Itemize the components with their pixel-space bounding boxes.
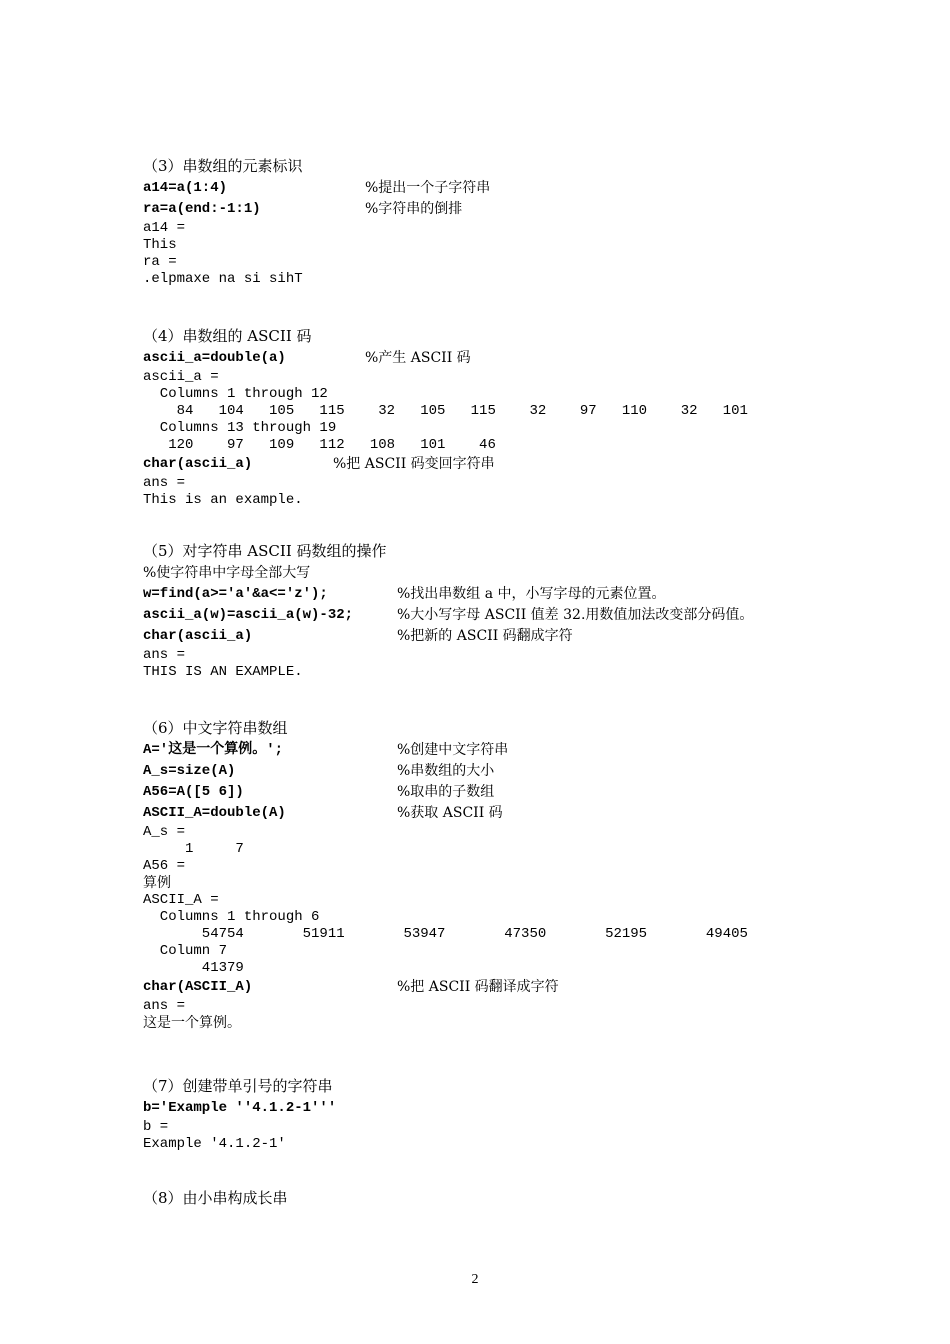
code-output-line [143, 909, 863, 926]
section-5 [143, 1076, 863, 1153]
output-text: a14 = [143, 220, 186, 236]
output-text: 41379 [143, 960, 244, 976]
output-text: A56 = [143, 858, 186, 874]
code-command: char(ascii_a) [143, 628, 253, 644]
code-comment: %把新的 ASCII 码翻成字符 [397, 628, 573, 644]
code-command: ascii_a=double(a) [143, 350, 286, 366]
output-text: A_s = [143, 824, 186, 840]
code-output-line [143, 875, 863, 892]
code-command: a14=a(1:4) [143, 180, 228, 196]
code-comment: %创建中文字符串 [397, 742, 509, 758]
code-command: ASCII_A=double(A) [143, 805, 286, 821]
output-text: 84 104 105 115 32 105 115 32 97 110 32 101 [143, 403, 748, 419]
code-output-line [143, 475, 863, 492]
output-text: ascii_a = [143, 369, 219, 385]
code-output-line [143, 858, 863, 875]
output-text: This is an example. [143, 492, 303, 508]
section-4 [143, 718, 863, 1032]
output-text: Column 7 [143, 943, 228, 959]
code-output-line [143, 960, 863, 977]
output-text: .elpmaxe na si sihT [143, 271, 303, 287]
code-comment: %找出串数组 a 中，小写字母的元素位置。 [397, 586, 666, 602]
code-command-line [143, 740, 863, 761]
section-heading: （3）串数组的元素标识 [143, 157, 303, 175]
code-command: char(ascii_a) [143, 456, 253, 472]
code-output-line [143, 369, 863, 386]
output-text: ans = [143, 647, 186, 663]
code-output-line [143, 492, 863, 509]
code-command-line [143, 605, 863, 626]
section-1 [143, 156, 863, 288]
code-comment: %字符串的倒排 [365, 201, 463, 217]
code-command: A_s=size(A) [143, 763, 236, 779]
code-comment: %把 ASCII 码翻译成字符 [397, 979, 559, 995]
code-comment: %大小写字母 ASCII 值差 32.用数值加法改变部分码值。 [397, 607, 754, 623]
code-comment: %取串的子数组 [397, 784, 495, 800]
code-command: ascii_a(w)=ascii_a(w)-32; [143, 607, 354, 623]
output-text: Columns 13 through 19 [143, 420, 337, 436]
output-text: ans = [143, 998, 186, 1014]
code-comment: %获取 ASCII 码 [397, 805, 503, 821]
section-heading: （5）对字符串 ASCII 码数组的操作 [143, 542, 387, 560]
page-number: 2 [471, 1272, 479, 1287]
section-heading: （4）串数组的 ASCII 码 [143, 327, 312, 345]
code-command-line [143, 348, 863, 369]
code-command-line [143, 1098, 863, 1119]
code-output-line [143, 437, 863, 454]
output-text: THIS IS AN EXAMPLE. [143, 664, 303, 680]
code-comment: %产生 ASCII 码 [365, 350, 471, 366]
code-command: w=find(a>='a'&a<='z'); [143, 586, 328, 602]
output-text: 1 7 [143, 841, 244, 857]
code-output-line [143, 386, 863, 403]
section-heading: （8）由小串构成长串 [143, 1189, 288, 1207]
code-output-line [143, 237, 863, 254]
output-text: Columns 1 through 6 [143, 909, 320, 925]
code-command-line [143, 626, 863, 647]
code-output-line [143, 403, 863, 420]
code-command: char(ASCII_A) [143, 979, 253, 995]
code-command-line [143, 563, 863, 584]
output-text: 这是一个算例。 [143, 1015, 241, 1031]
section-3 [143, 541, 863, 681]
code-output-line [143, 647, 863, 664]
code-output-line [143, 841, 863, 858]
output-text: 54754 51911 53947 47350 52195 49405 [143, 926, 748, 942]
section-6 [143, 1188, 863, 1210]
output-text: 算例 [143, 875, 171, 891]
output-text: 120 97 109 112 108 101 46 [143, 437, 496, 453]
code-output-line [143, 271, 863, 288]
code-output-line [143, 664, 863, 681]
code-output-line [143, 420, 863, 437]
output-text: b = [143, 1119, 169, 1135]
code-command-line [143, 584, 863, 605]
output-text: Columns 1 through 12 [143, 386, 328, 402]
code-output-line [143, 892, 863, 909]
section-heading: （7）创建带单引号的字符串 [143, 1077, 333, 1095]
code-comment: %把 ASCII 码变回字符串 [333, 456, 495, 472]
code-output-line [143, 254, 863, 271]
output-text: ra = [143, 254, 177, 270]
code-output-line [143, 1136, 863, 1153]
code-command-line [143, 199, 863, 220]
code-command-line [143, 782, 863, 803]
code-output-line [143, 824, 863, 841]
code-output-line [143, 926, 863, 943]
code-command-line [143, 178, 863, 199]
code-comment: %使字符串中字母全部大写 [143, 565, 311, 581]
code-command-line [143, 803, 863, 824]
code-comment: %提出一个子字符串 [365, 180, 491, 196]
code-comment: %串数组的大小 [397, 763, 495, 779]
output-text: ans = [143, 475, 186, 491]
code-command: A='这是一个算例。'; [143, 742, 284, 758]
output-text: This [143, 237, 177, 253]
output-text: Example '4.1.2-1' [143, 1136, 286, 1152]
code-output-line [143, 998, 863, 1015]
code-output-line [143, 943, 863, 960]
code-command-line [143, 761, 863, 782]
code-output-line [143, 220, 863, 237]
section-2 [143, 326, 863, 509]
output-text: ASCII_A = [143, 892, 219, 908]
code-command: b='Example ''4.1.2-1''' [143, 1100, 337, 1116]
code-command: A56=A([5 6]) [143, 784, 244, 800]
code-output-line [143, 1015, 863, 1032]
code-command-line [143, 977, 863, 998]
section-heading: （6）中文字符串数组 [143, 719, 288, 737]
code-output-line [143, 1119, 863, 1136]
code-command: ra=a(end:-1:1) [143, 201, 261, 217]
code-command-line [143, 454, 863, 475]
